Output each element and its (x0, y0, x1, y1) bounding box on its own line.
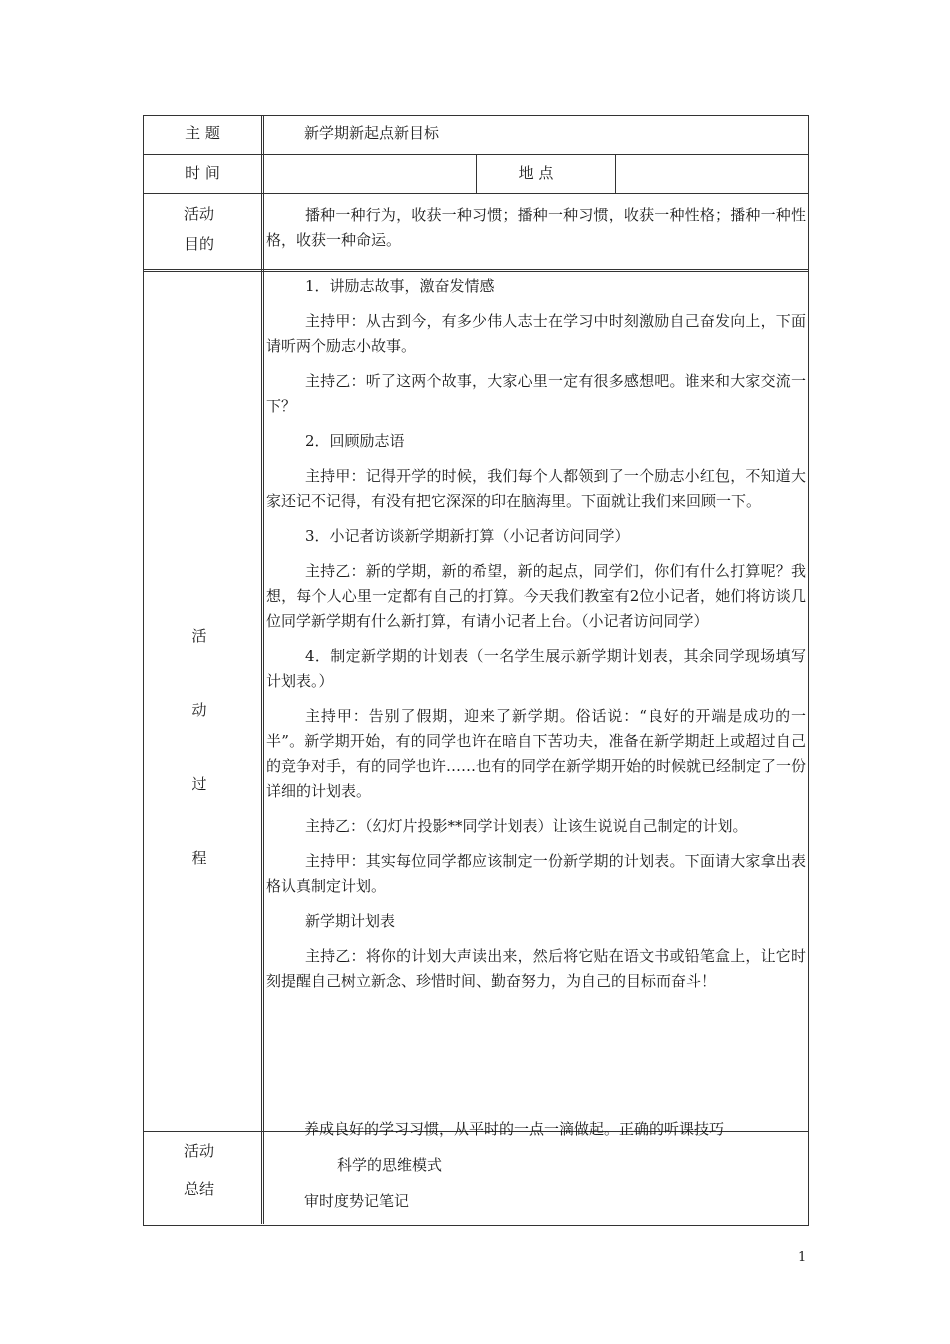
summary-label-line2: 总结 (183, 1180, 214, 1198)
row-divider (144, 269, 808, 272)
process-paragraph: 主持乙：（幻灯片投影**同学计划表）让该生说说自己制定的计划。 (305, 817, 748, 835)
process-label-char: 程 (191, 849, 207, 867)
time-row-divider (476, 154, 477, 193)
summary-line3: 审时度势记笔记 (304, 1192, 410, 1210)
purpose-label-line1: 活动 (183, 205, 214, 223)
theme-value: 新学期新起点新目标 (304, 124, 440, 142)
process-paragraph: 主持乙：新的学期，新的希望，新的起点，同学们，你们有什么打算呢？我想，每个人心里一定都有自己的打算。今天我们教室有2位小记者，她们将访谈几位同学新学期有什么新打算，有请小记者上台。（小记者访问同学） (266, 562, 806, 630)
label-column-divider (261, 116, 264, 1224)
row-divider (144, 193, 808, 194)
process-paragraph: 新学期计划表 (305, 912, 396, 930)
page-number: 1 (798, 1250, 807, 1265)
time-row-divider (615, 154, 616, 193)
theme-label: 主 题 (185, 124, 220, 142)
purpose-text-cell (266, 203, 806, 253)
summary-line2: 科学的思维模式 (337, 1156, 443, 1174)
process-paragraph: 主持甲：记得开学的时候，我们每个人都领到了一个励志小红包，不知道大家还记不记得，有没有把它深深的印在脑海里。下面就让我们来回顾一下。 (266, 467, 806, 510)
process-label (144, 599, 254, 895)
process-paragraph: 主持甲：从古到今，有多少伟人志士在学习中时刻激励自己奋发向上，下面请听两个励志小故事。 (266, 312, 806, 355)
summary-label-line1: 活动 (183, 1142, 214, 1160)
process-paragraph: 主持甲：告别了假期，迎来了新学期。俗话说：“良好的开端是成功的一半”。新学期开始，有的同学也许在暗自下苦功夫，准备在新学期赶上或超过自己的竞争对手，有的同学也许……也有的同学在新学期开始的时候就已经制定了一份详细的计划表。 (266, 707, 807, 800)
process-paragraph: 主持乙：听了这两个故事，大家心里一定有很多感想吧。谁来和大家交流一下？ (266, 372, 806, 415)
process-label-char: 动 (191, 701, 207, 719)
summary-line1: 养成良好的学习习惯，从平时的一点一滴做起。正确的听课技巧 (304, 1120, 725, 1138)
time-label: 时 间 (185, 164, 220, 182)
summary-label (144, 1132, 254, 1208)
process-label-char: 活 (191, 627, 207, 645)
process-heading: 3．小记者访谈新学期新打算（小记者访问同学） (305, 527, 630, 545)
process-paragraph: 主持甲：其实每位同学都应该制定一份新学期的计划表。下面请大家拿出表格认真制定计划。 (266, 852, 806, 895)
process-label-char: 过 (191, 775, 207, 793)
purpose-label-line2: 目的 (183, 235, 214, 253)
process-content (266, 274, 806, 1004)
place-label: 地 点 (518, 164, 554, 182)
purpose-text: 播种一种行为，收获一种习惯；播种一种习惯，收获一种性格；播种一种性格，收获一种命运。 (266, 206, 806, 249)
process-heading: 2．回顾励志语 (305, 432, 405, 450)
process-paragraph: 主持乙：将你的计划大声读出来，然后将它贴在语文书或铅笔盒上，让它时刻提醒自己树立新念、珍惜时间、勤奋努力，为自己的目标而奋斗！ (266, 947, 806, 990)
process-heading: 4．制定新学期的计划表（一名学生展示新学期计划表，其余同学现场填写计划表。） (266, 647, 806, 690)
process-heading: 1．讲励志故事，激奋发情感 (305, 277, 495, 295)
purpose-label (144, 199, 254, 259)
activity-table (143, 115, 809, 1226)
